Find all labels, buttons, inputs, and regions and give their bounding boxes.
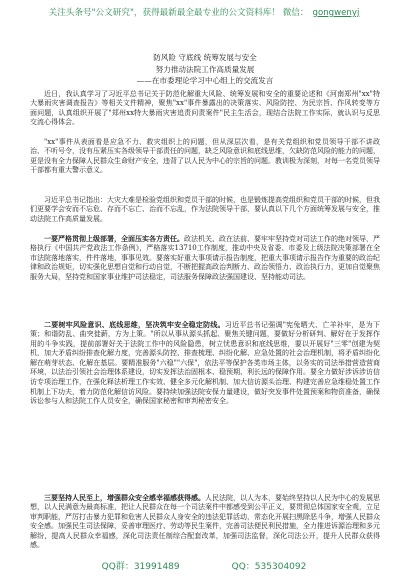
qq-group: QQ群：31991489 [101, 562, 180, 572]
document-title [30, 52, 380, 87]
paragraph-intro: 近日，我认真学习了习近平总书记关于防范化解重大风险、统筹发展和安全的重要论述和《河南郑州"xx"特大暴雨灾害调查报告》等相关文件精神，聚焦"xx"事件暴露出的决策落实、风险防控、为民宗旨、作风转变等方面问题，认真组织开展了"郑州xx特大暴雨灾害追责问责案件"民主生活会，现结合法院工作实际，就认识与反思交流心得体会。 [30, 89, 380, 127]
paragraph-point-2: 二要树牢风险意识、底线思维，坚决筑牢安全稳定防线。习近平总书记强调"宪兔晒犬、亡羊补牢，是为下策；和谐防乱、曲突徙薪，方为上策。"所以从事从源头抓起、聚焦关键问题，要做好分析研判、解好在于发挥作用的斗争实践，提前部署好关于法院工作中的风险隐患，树立忧患意识和底线思维，要以开展好"三零"创建为契机，加大矛盾纠纷排查化解力度，完善源头防控、排查梳理、纠纷化解、应急处置的社会治理机制，将矛盾纠纷化解在萌芽状态、化解在基层。要精准服务"六稳""六保"，依法平等保护各类市场主体，以务实的司法举措营造营商环境，以法治引领社会治理体系建设，切实发挥法治固根本、稳预期、利长远的保障作用。要全力做好涉诉涉访信访专项治理工作，在强化释法析理工作实效、健全多元化解机制、加大信访源头治理、构建完善应急维稳处置工作机制上下功夫，着力防范化解信访风险。要持续加强法院安保力量建设，做好突发事件处置预案和物资准备，确保诉讼参与人和法院工作人员安全，确保国家秘密和审判秘密安全。 [30, 319, 380, 406]
point-heading: 一要严格贯彻上级部署，全面压实各方责任。 [44, 233, 184, 243]
wechat-id-link[interactable]: gongwenyj [312, 8, 360, 18]
header-banner [0, 6, 408, 18]
document-page [30, 52, 380, 579]
paragraph-point-1: 一要严格贯彻上级部署，全面压实各方责任。政法机关、政在法前、要牢牢坚持党对司法工作的绝对领导，严格执行《中国共产党政法工作条例》，严格落实13710工作制度，推动中央及省委、市委及上级法院决策部署在全市法院落地落实，件件落地，事事见效。要落实好重大事项请示报告制度，把重大事项请示报告作为重要的政治纪律和政治规矩，切实强化思想自觉和行动自觉，不断把握高政治判断力、政治领悟力、政治执行力，更加自觉聚焦服务大局，坚持党和国家事业维护司法稳定，司法服务保障政法强国建设、坚持能动司法。 [30, 233, 380, 281]
title-line-3: ——在市委理论学习中心组上的交流发言 [136, 76, 274, 85]
paragraph-point-3: 三要坚持人民至上，增强群众安全感幸福感获得感。人民法院，以人为本，要始终坚持以人民为中心的发展思想，以人民满意为最高标准，把让人民群众在每一个司法案件中都感受到公平正义，要贯彻总体国家安全观，立足审判职能，严厉打击暴力犯罪和危害人民群众人身安全的违法犯罪活动，常态化开展扫黑除恶斗争，增强人民群众安全感。加强民生司法保障，妥善审理医疗、劳动等民生案件，完善司法便民利民措施，全力推进诉源治理和多元解纷，提高人民群众幸福感，深化司法责任制综合配套改革，加强司法监督，深化司法公开，提升人民群众获得感。 [30, 492, 380, 550]
paragraph-quote: 习近平总书记指出：大灾大难是检验党组织和党员干部的时候，也是锻炼提高党组织和党员干部的时候，但我们更要学会安而不忘危、存而不忘亡、治而不忘乱，作为法院领导干部，要认真以下几个方面统筹发展与安全，推动法院工作高质量发展。 [30, 195, 380, 223]
paragraph-analysis: "xx"事件从表面看是应急不力、救灾组织上的问题，但从深层次看，是有关党组织和党员领导干部不讲政治、不听号令，没有压紧压实各级领导干部责任的问题，缺乏风险意识和底线思维，欠缺防范风险的能力的问题，更是没有全力保障人民群众生命财产安全，违背了以人民为中心的宗旨的问题。教训极为深刻，对每一名党员领导干部都有重大警示意义。 [30, 137, 380, 175]
title-line-1: 防风险 守底线 统筹发展与安全 [153, 53, 257, 62]
title-line-2: 努力推动法院工作高质量发展 [155, 64, 255, 74]
point-heading: 二要树牢风险意识、底线思维，坚决筑牢安全稳定防线。 [44, 319, 225, 329]
point-heading: 三要坚持人民至上，增强群众安全感幸福感获得感。 [44, 492, 205, 502]
footer-contact [0, 559, 408, 572]
qq-number: QQ：535304092 [231, 562, 307, 572]
banner-text: 关注头条号"公文研究"，获得最新最全最专业的公文资料库！ 微信： [48, 8, 309, 18]
